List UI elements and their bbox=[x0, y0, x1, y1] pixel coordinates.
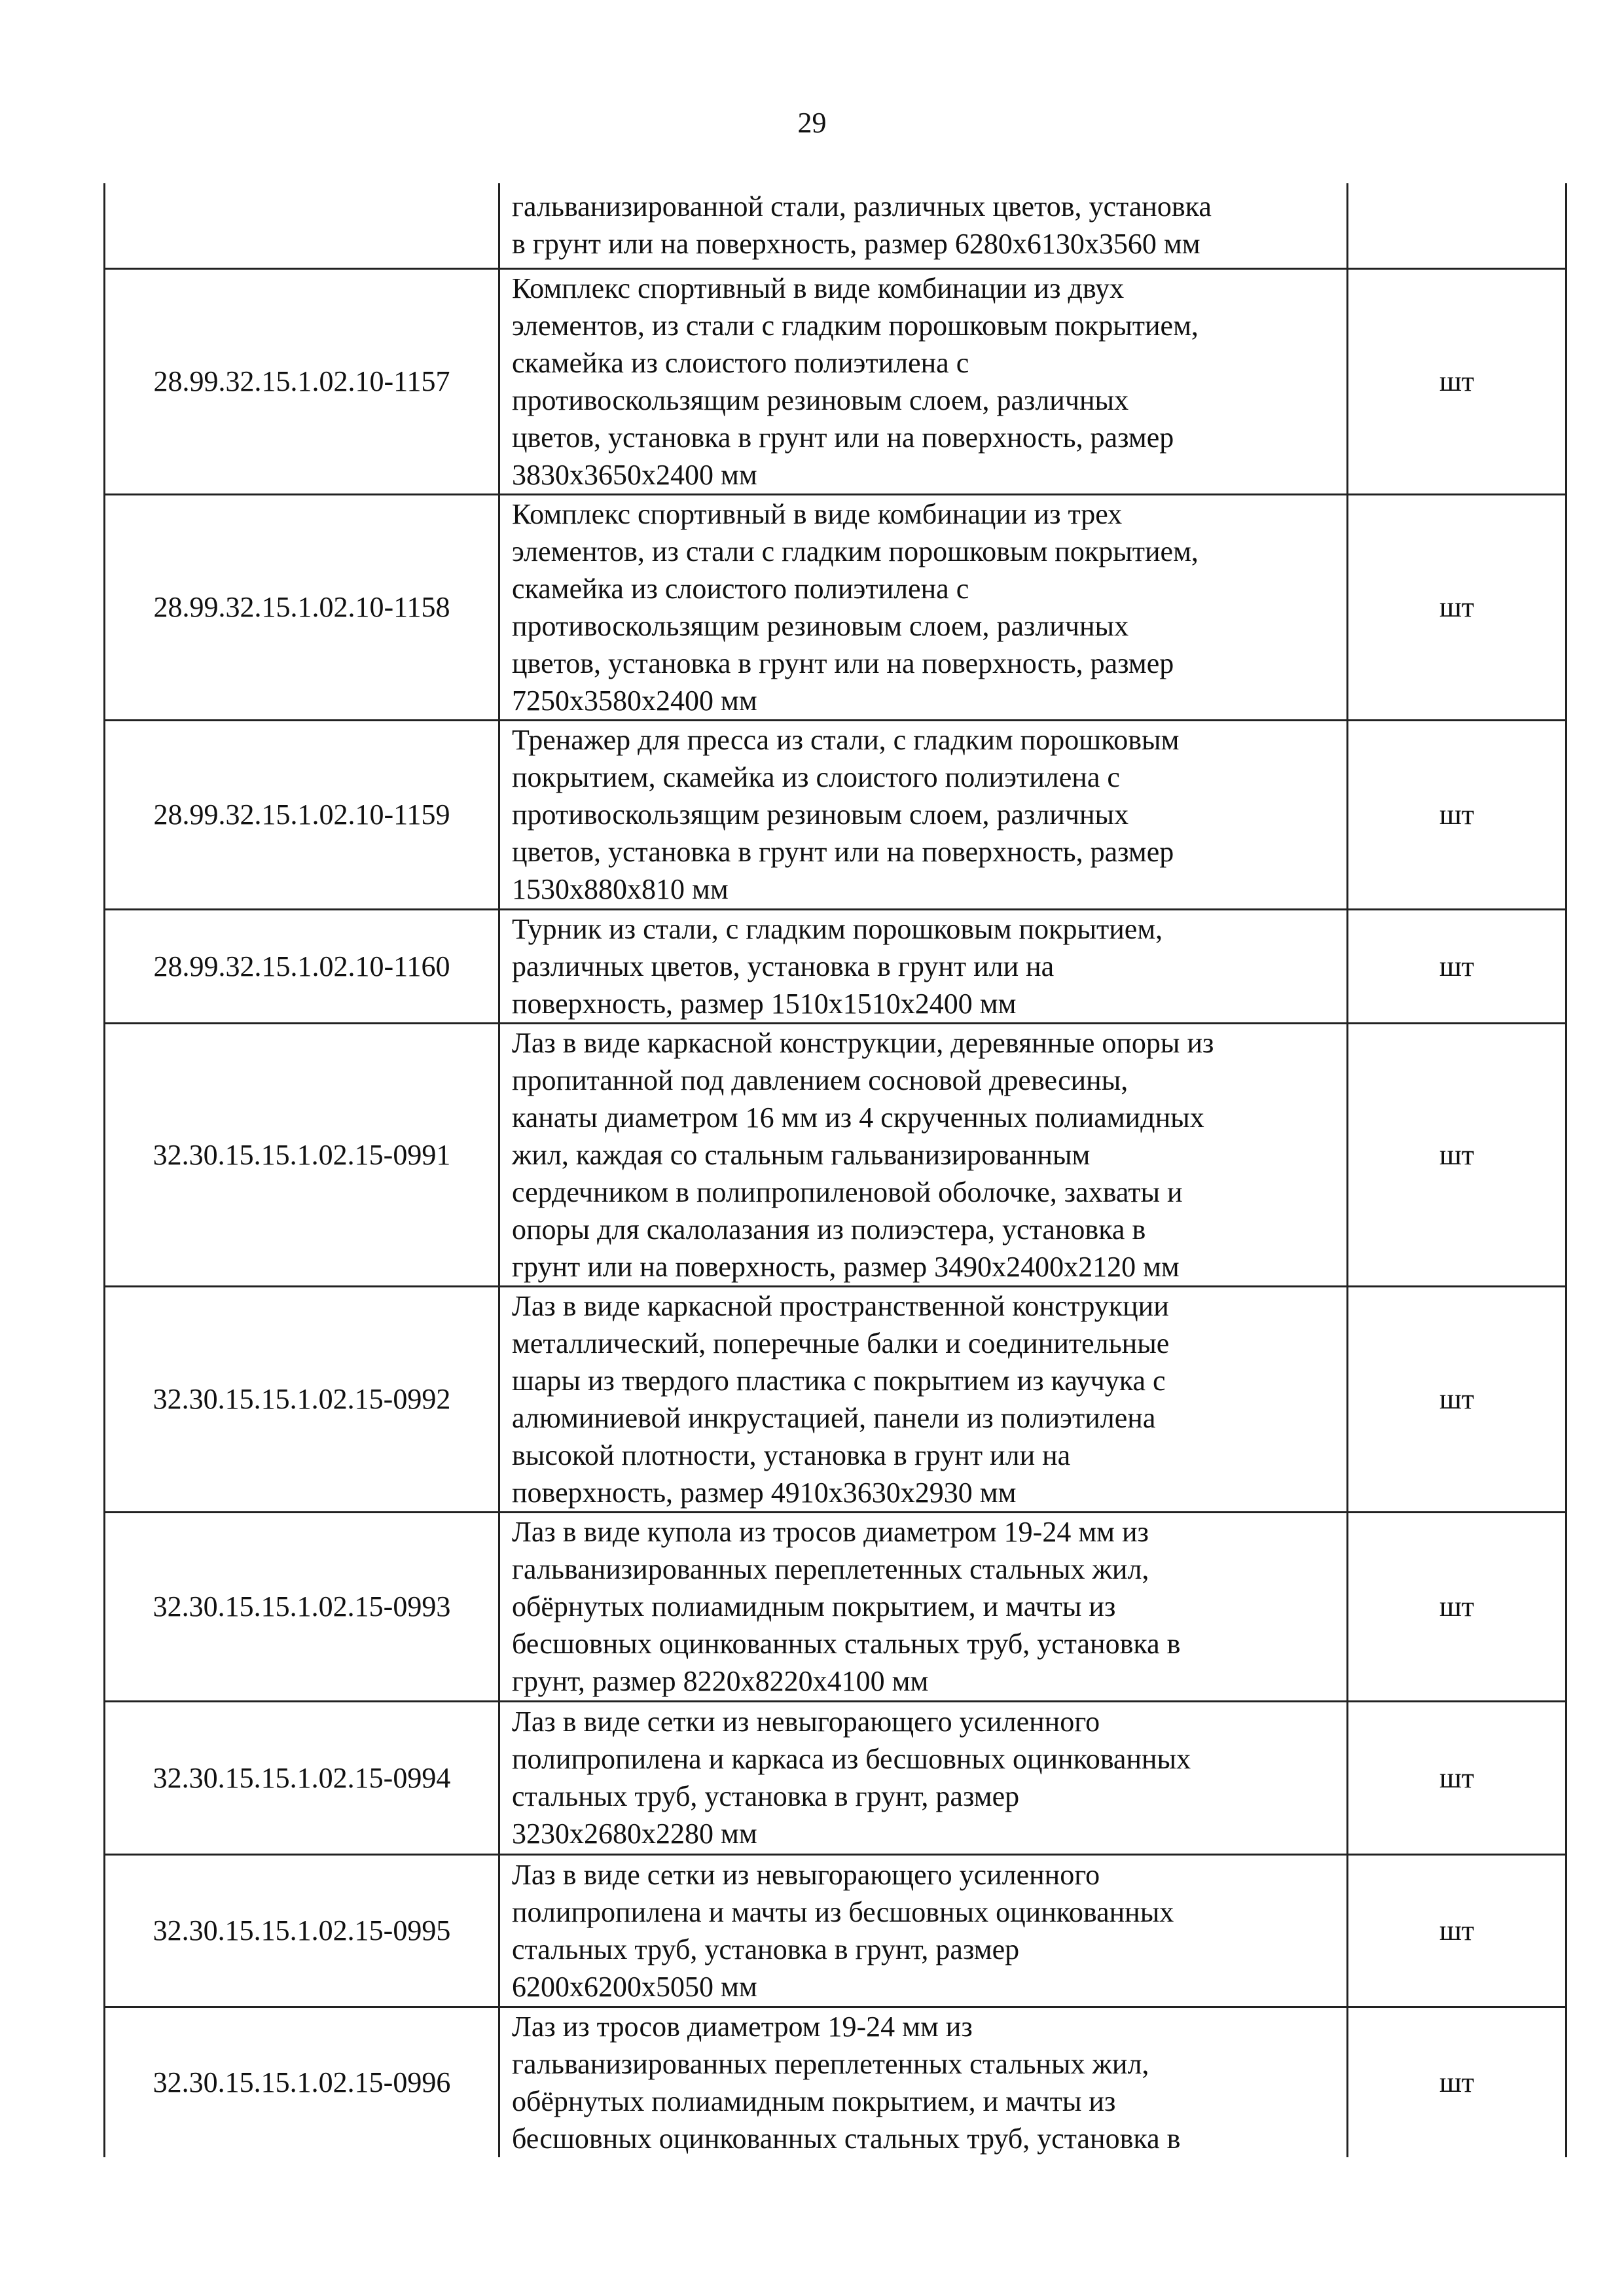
item-description bbox=[499, 1512, 1348, 1701]
description-line: противоскользящим резиновым слоем, различных bbox=[512, 609, 1129, 642]
description-line: поверхность, размер 4910х3630х2930 мм bbox=[512, 1476, 1017, 1509]
item-code: 28.99.32.15.1.02.10-1159 bbox=[105, 720, 499, 909]
item-description bbox=[499, 909, 1348, 1023]
description-line: 3830х3650х2400 мм bbox=[512, 458, 757, 491]
description-line: 3230х2680х2280 мм bbox=[512, 1818, 757, 1850]
item-code bbox=[105, 183, 499, 268]
item-code: 28.99.32.15.1.02.10-1158 bbox=[105, 494, 499, 720]
description-line: пропитанной под давлением сосновой древесины, bbox=[512, 1064, 1128, 1096]
description-line: цветов, установка в грунт или на поверхность, размер bbox=[512, 421, 1174, 454]
description-line: грунт или на поверхность, размер 3490х2400х2120 мм bbox=[512, 1250, 1180, 1283]
description-line: стальных труб, установка в грунт, размер bbox=[512, 1933, 1020, 1965]
description-line: цветов, установка в грунт или на поверхность, размер bbox=[512, 836, 1174, 868]
table-row bbox=[105, 2007, 1566, 2157]
description-line: полипропилена и мачты из бесшовных оцинкованных bbox=[512, 1895, 1174, 1928]
description-line: опоры для скалолазания из полиэстера, установка в bbox=[512, 1213, 1146, 1246]
description-line: поверхность, размер 1510х1510х2400 мм bbox=[512, 987, 1017, 1020]
table-row bbox=[105, 494, 1566, 720]
description-line: покрытием, скамейка из слоистого полиэтилена с bbox=[512, 761, 1120, 793]
description-line: 6200х6200х5050 мм bbox=[512, 1970, 757, 2003]
description-line: Комплекс спортивный в виде комбинации из трех bbox=[512, 497, 1123, 530]
item-code: 32.30.15.15.1.02.15-0995 bbox=[105, 1854, 499, 2007]
description-line: Комплекс спортивный в виде комбинации из двух bbox=[512, 272, 1125, 304]
table-row bbox=[105, 1286, 1566, 1512]
description-line: Турник из стали, с гладким порошковым покрытием, bbox=[512, 912, 1163, 945]
spec-table bbox=[103, 183, 1567, 2157]
description-line: Лаз в виде купола из тросов диаметром 19-24 мм из bbox=[512, 1516, 1149, 1548]
description-line: металлический, поперечные балки и соединительные bbox=[512, 1327, 1170, 1359]
description-line: высокой плотности, установка в грунт или на bbox=[512, 1439, 1071, 1471]
description-line: Лаз из тросов диаметром 19-24 мм из bbox=[512, 2010, 973, 2043]
item-code: 32.30.15.15.1.02.15-0993 bbox=[105, 1512, 499, 1701]
description-line: полипропилена и каркаса из бесшовных оцинкованных bbox=[512, 1743, 1191, 1775]
description-line: скамейка из слоистого полиэтилена с bbox=[512, 346, 969, 379]
table-row bbox=[105, 909, 1566, 1023]
item-code: 32.30.15.15.1.02.15-0992 bbox=[105, 1286, 499, 1512]
page-number: 29 bbox=[797, 107, 827, 139]
item-unit: шт bbox=[1348, 1701, 1566, 1854]
description-line: элементов, из стали с гладким порошковым покрытием, bbox=[512, 535, 1199, 567]
item-description bbox=[499, 1854, 1348, 2007]
item-description bbox=[499, 494, 1348, 720]
description-line: сердечником в полипропиленовой оболочке, захваты и bbox=[512, 1175, 1183, 1208]
description-line: различных цветов, установка в грунт или на bbox=[512, 950, 1055, 982]
description-line: жил, каждая со стальным гальванизированным bbox=[512, 1138, 1091, 1171]
description-line: грунт, размер 8220х8220х4100 мм bbox=[512, 1665, 929, 1697]
item-description bbox=[499, 1023, 1348, 1286]
description-line: алюминиевой инкрустацией, панели из полиэтилена bbox=[512, 1401, 1156, 1434]
table-row bbox=[105, 268, 1566, 494]
item-description bbox=[499, 1286, 1348, 1512]
item-unit: шт bbox=[1348, 494, 1566, 720]
item-description bbox=[499, 720, 1348, 909]
item-unit: шт bbox=[1348, 268, 1566, 494]
description-line: стальных труб, установка в грунт, размер bbox=[512, 1780, 1020, 1812]
description-line: обёрнутых полиамидным покрытием, и мачты из bbox=[512, 2085, 1116, 2117]
item-code: 28.99.32.15.1.02.10-1157 bbox=[105, 268, 499, 494]
item-description bbox=[499, 183, 1348, 268]
item-unit: шт bbox=[1348, 2007, 1566, 2157]
table-row bbox=[105, 1023, 1566, 1286]
table-row bbox=[105, 1512, 1566, 1701]
table-row bbox=[105, 1854, 1566, 2007]
spec-table-body bbox=[105, 183, 1566, 2157]
item-description bbox=[499, 2007, 1348, 2157]
item-unit bbox=[1348, 183, 1566, 268]
item-code: 32.30.15.15.1.02.15-0996 bbox=[105, 2007, 499, 2157]
description-line: обёрнутых полиамидным покрытием, и мачты из bbox=[512, 1590, 1116, 1623]
description-line: гальванизированной стали, различных цветов, установка bbox=[512, 190, 1212, 223]
description-line: Лаз в виде сетки из невыгорающего усиленного bbox=[512, 1706, 1100, 1738]
item-code: 32.30.15.15.1.02.15-0994 bbox=[105, 1701, 499, 1854]
description-line: Тренажер для пресса из стали, с гладким порошковым bbox=[512, 724, 1180, 756]
description-line: элементов, из стали с гладким порошковым покрытием, bbox=[512, 309, 1199, 342]
description-line: 1530х880х810 мм bbox=[512, 873, 729, 905]
description-line: противоскользящим резиновым слоем, различных bbox=[512, 384, 1129, 416]
description-line: Лаз в виде каркасной пространственной конструкции bbox=[512, 1289, 1169, 1322]
item-unit: шт bbox=[1348, 720, 1566, 909]
item-code: 28.99.32.15.1.02.10-1160 bbox=[105, 909, 499, 1023]
item-code: 32.30.15.15.1.02.15-0991 bbox=[105, 1023, 499, 1286]
table-row bbox=[105, 183, 1566, 268]
description-line: в грунт или на поверхность, размер 6280х6130х3560 мм bbox=[512, 228, 1200, 260]
description-line: Лаз в виде каркасной конструкции, деревянные опоры из bbox=[512, 1026, 1214, 1059]
item-unit: шт bbox=[1348, 909, 1566, 1023]
item-unit: шт bbox=[1348, 1286, 1566, 1512]
description-line: гальванизированных переплетенных стальных жил, bbox=[512, 1553, 1149, 1585]
description-line: Лаз в виде сетки из невыгорающего усиленного bbox=[512, 1858, 1100, 1891]
description-line: цветов, установка в грунт или на поверхность, размер bbox=[512, 647, 1174, 679]
table-row bbox=[105, 1701, 1566, 1854]
description-line: канаты диаметром 16 мм из 4 скрученных полиамидных bbox=[512, 1101, 1204, 1134]
item-description bbox=[499, 268, 1348, 494]
item-description bbox=[499, 1701, 1348, 1854]
description-line: 7250х3580х2400 мм bbox=[512, 684, 757, 717]
description-line: гальванизированных переплетенных стальных жил, bbox=[512, 2047, 1149, 2080]
description-line: скамейка из слоистого полиэтилена с bbox=[512, 572, 969, 605]
item-unit: шт bbox=[1348, 1023, 1566, 1286]
description-line: шары из твердого пластика с покрытием из каучука с bbox=[512, 1364, 1166, 1397]
description-line: бесшовных оцинкованных стальных труб, установка в bbox=[512, 1628, 1181, 1660]
item-unit: шт bbox=[1348, 1854, 1566, 2007]
item-unit: шт bbox=[1348, 1512, 1566, 1701]
table-row bbox=[105, 720, 1566, 909]
description-line: противоскользящим резиновым слоем, различных bbox=[512, 798, 1129, 831]
description-line: бесшовных оцинкованных стальных труб, установка в bbox=[512, 2122, 1181, 2155]
